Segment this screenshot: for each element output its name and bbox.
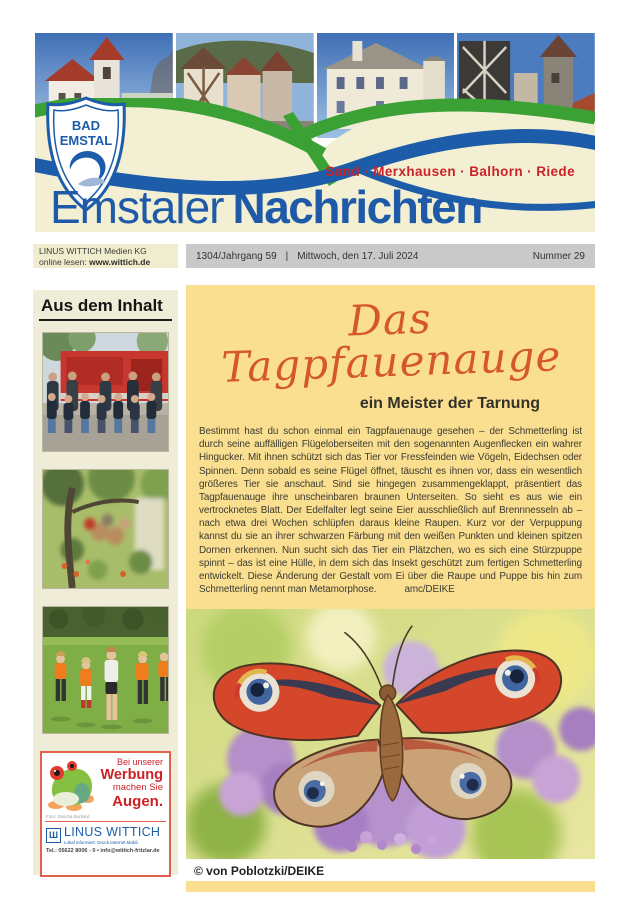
frog-photo bbox=[42, 753, 100, 813]
sidebar-photo-kids-sports bbox=[42, 606, 169, 734]
newspaper-title-light: Emstaler bbox=[50, 181, 224, 233]
ad-slogan-line1: Bei unserer bbox=[116, 757, 163, 767]
publisher-box bbox=[33, 244, 178, 268]
sidebar-heading: Aus dem Inhalt bbox=[41, 296, 163, 315]
wittich-logo-icon: Ш bbox=[46, 828, 61, 843]
wittich-advertisement bbox=[40, 751, 171, 877]
issue-date: Mittwoch, den 17. Juli 2024 bbox=[297, 250, 419, 262]
ad-slogan-line2: Werbung bbox=[100, 766, 163, 783]
article-headline: Das Tagpfauenauge bbox=[220, 293, 563, 392]
article-author-credit: amc/DEIKE bbox=[404, 584, 455, 596]
issue-number: 1304/Jahrgang 59 bbox=[196, 250, 277, 262]
sidebar-photo-garden-party bbox=[42, 469, 169, 589]
read-online-url: www.wittich.de bbox=[89, 256, 151, 267]
ad-slogan-line3: machen Sie bbox=[112, 782, 163, 794]
ad-contact-line: Tel.: 05622 8006 - 0 • info@wittich-fritzlar.de bbox=[46, 847, 160, 854]
ad-slogan-line4: Augen. bbox=[112, 792, 163, 810]
ad-brand-name: LINUS WITTICH bbox=[64, 825, 161, 839]
issue-divider: | bbox=[285, 250, 289, 262]
article-body-text: Bestimmt hast du schon einmal ein Tagpfauenauge gesehen – der Schmetterling ist durch seine auffälligen Flügeloberseiten mit den sogenannten Augenflecken ein wahrer Hingucker. Mit ihnen schützt sich das Tier vor Fressfeinden wie Vögeln, Eidechsen oder Spinnen. Denn sobald es seine Flügel öffnet, täuscht es ihnen vor, dass ein wesentlich größeres Tier sie anschaut. Sind sie hingegen zusammengeklappt, präsentiert das Tagpfauenauge ihre unscheinbaren braunen Unterseiten. So sieht es aus wie ein vertrocknetes Blatt. Der Edelfalter legt seine Eier ausschließlich auf Brennnesseln ab – nach etwa drei Wochen schlüpfen daraus kleine Raupen. Kurz vor der Verpuppung kannst du sie an ihrer schwarzen Färbung mit den weißen Punkten und kleinen spitzen Dornen erkennen. Nun sucht sich das Tier ein Plätzchen, wo es sich eine Stürzpuppe spinnt – das ist eine Hülle, in dem sich das Insekt geschützt zum fertigen Schmetterling entwickelt. Diese Änderung der Gestalt vom Ei über die Raupe und Puppe bis hin zum Schmetterling nennt man Metamorphose. bbox=[199, 426, 582, 596]
crest-text-bad: BAD bbox=[71, 118, 101, 133]
article-subtitle: ein Meister der Tarnung bbox=[359, 395, 540, 412]
sidebar-photo-firetruck-group bbox=[42, 332, 169, 452]
crest-text-emstal: EMSTAL bbox=[59, 133, 113, 148]
newspaper-title-bold: Nachrichten bbox=[232, 181, 482, 233]
ad-brand-tagline: Lokal informiert. Druck.Internet.Mobil. bbox=[64, 839, 139, 845]
image-caption: © von Poblotzki/DEIKE bbox=[186, 859, 595, 881]
ad-slogan bbox=[100, 753, 169, 813]
info-bar bbox=[33, 244, 595, 268]
ad-brand-text bbox=[64, 826, 160, 845]
sidebar-rule bbox=[39, 319, 172, 321]
ad-top bbox=[42, 753, 169, 813]
contents-sidebar bbox=[33, 290, 178, 875]
bottom-yellow-strip bbox=[186, 881, 595, 892]
butterfly-illustration bbox=[186, 609, 595, 859]
infobar-gap bbox=[178, 244, 186, 268]
read-online-label: online lesen: bbox=[39, 256, 90, 267]
ad-photo-credit: Foto: Sascha Burkard bbox=[46, 814, 90, 819]
publisher-online bbox=[39, 257, 172, 268]
newspaper-title bbox=[50, 180, 482, 234]
main-article bbox=[186, 285, 595, 892]
publisher-name: LINUS WITTICH Medien KG bbox=[39, 246, 147, 256]
issue-box bbox=[186, 244, 595, 268]
article-body bbox=[199, 425, 582, 596]
edition-number: Nummer 29 bbox=[532, 250, 585, 262]
districts-line: Sand · Merxhausen · Balhorn · Riede bbox=[325, 164, 575, 179]
ad-brand-row bbox=[42, 822, 169, 845]
